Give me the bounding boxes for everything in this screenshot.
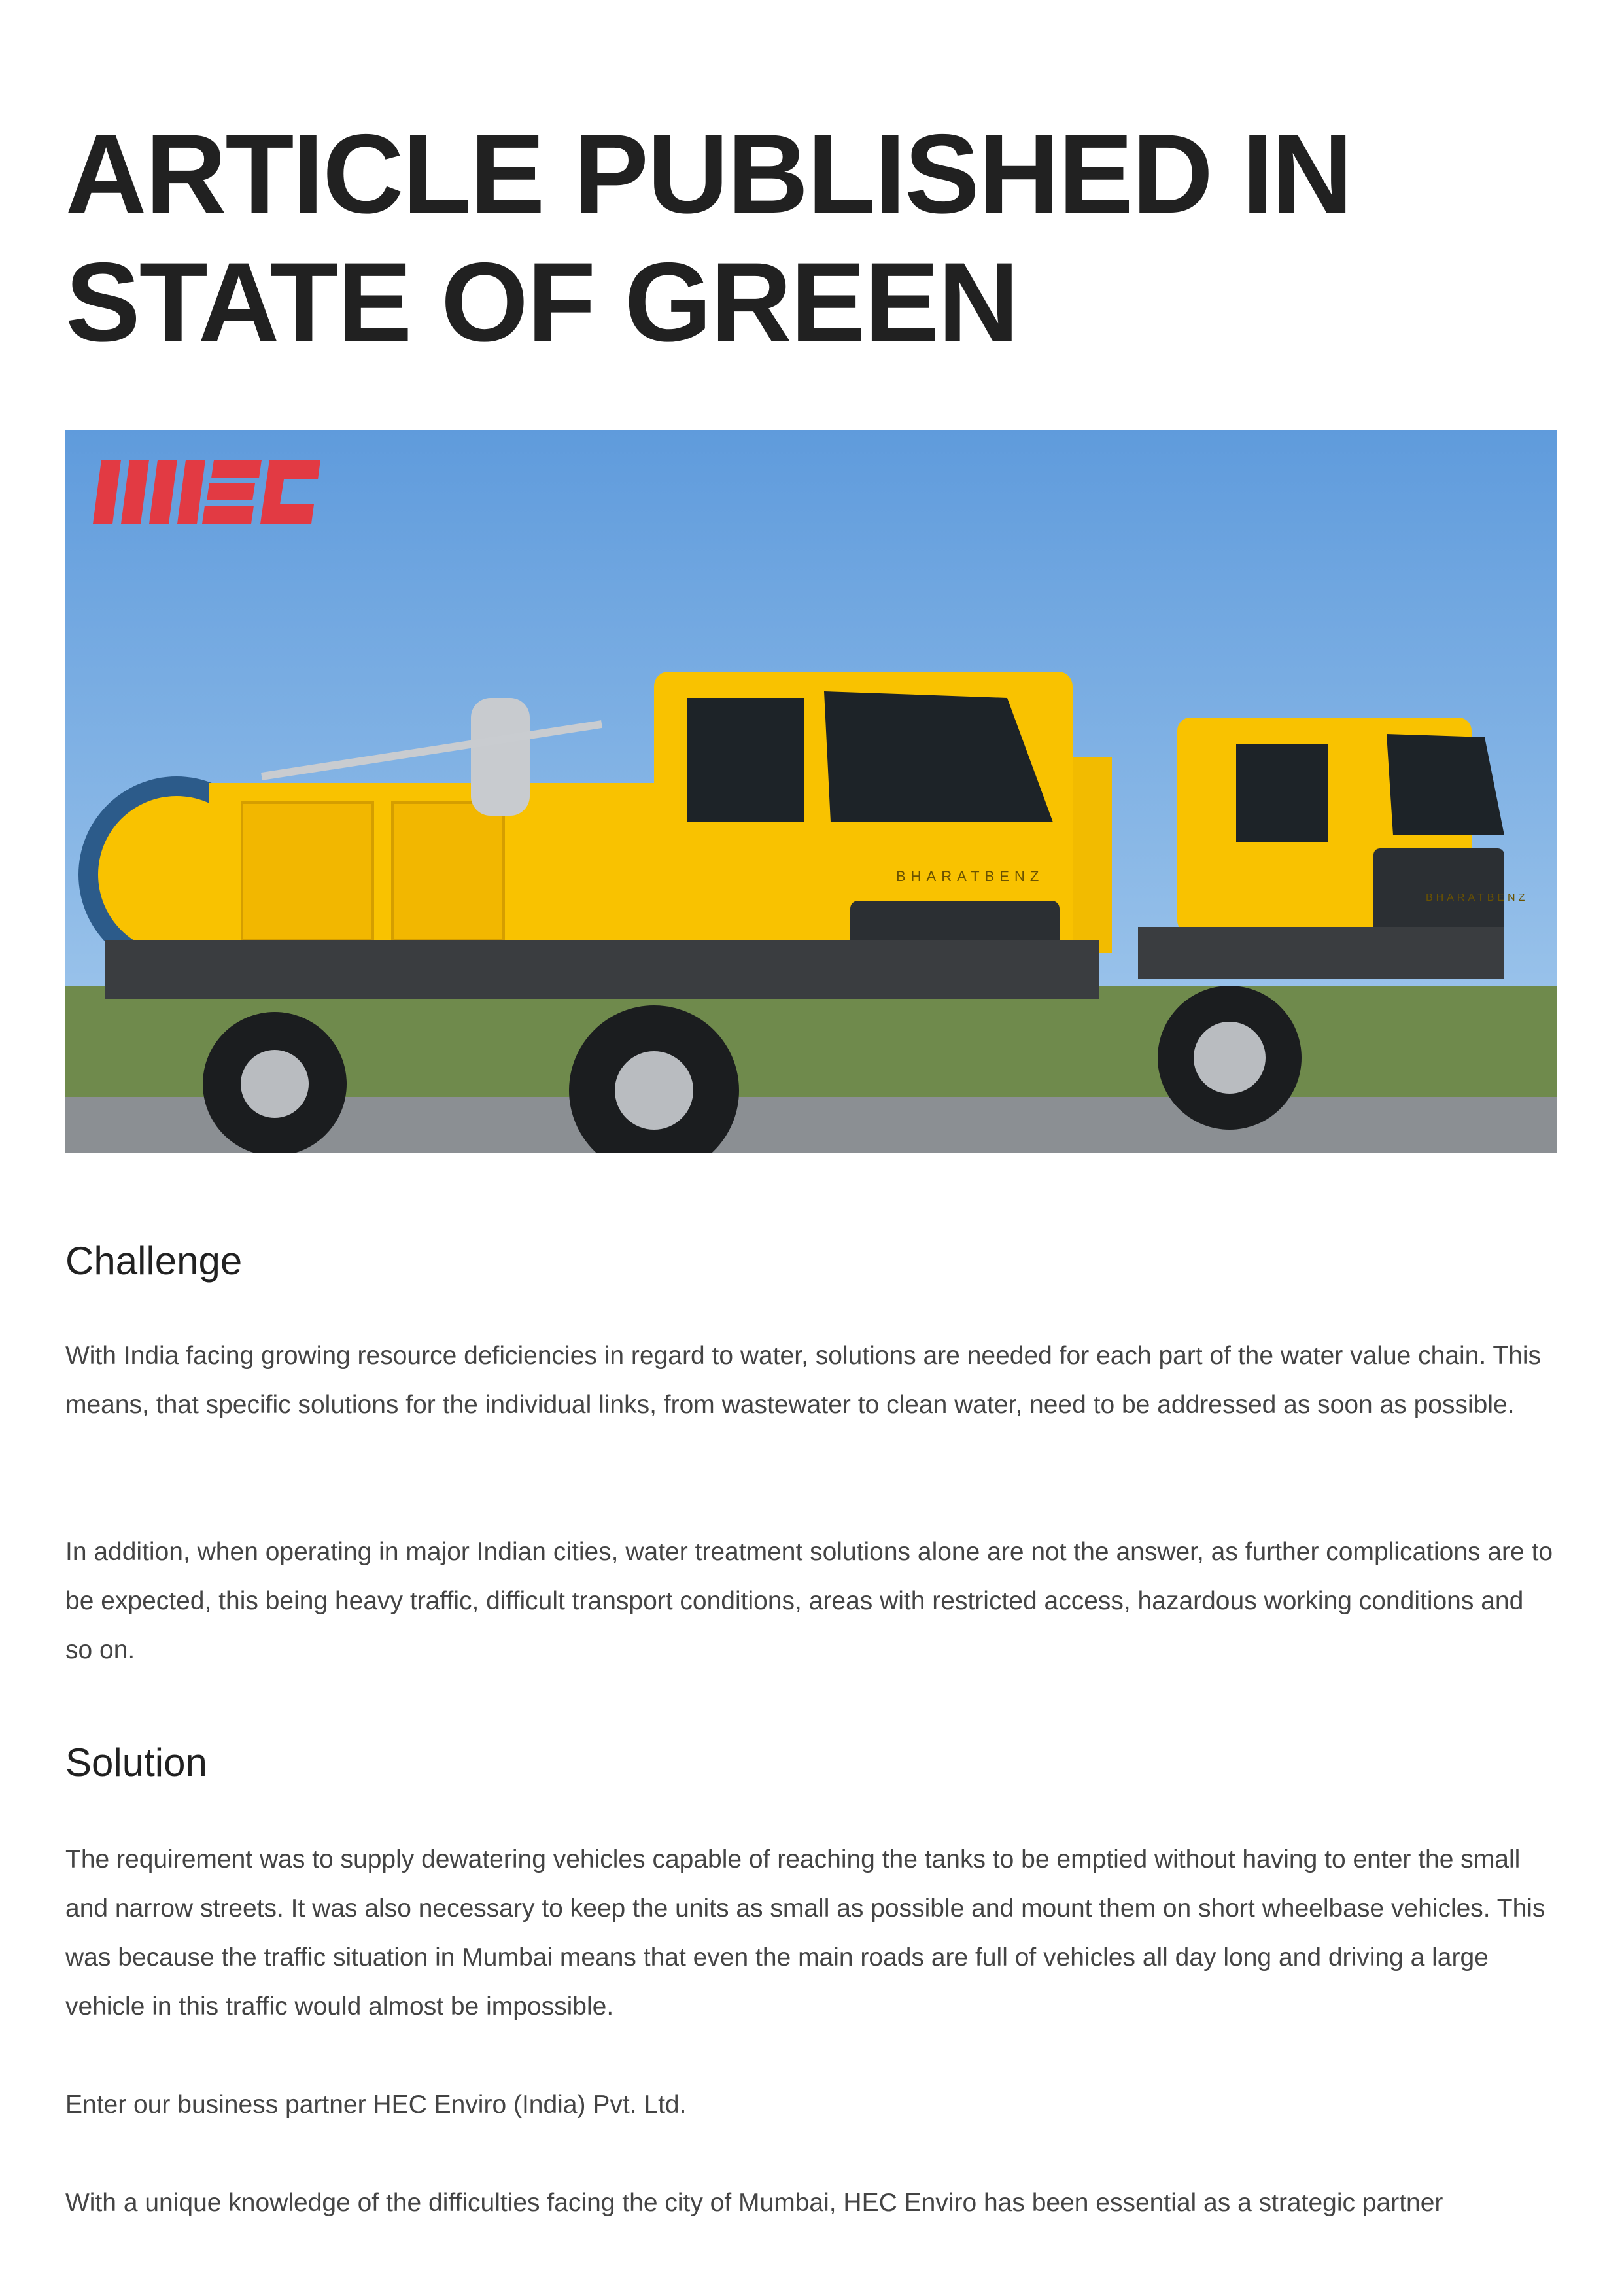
paragraph: In addition, when operating in major Indian cities, water treatment solutions alone are not the answer, as further complications are to be expected, this being heavy traffic, difficult transport conditions, areas with restricted access, hazardous working conditions and so on. [65,1538,1553,1664]
front-truck-brand: BHARATBENZ [896,868,1044,884]
truck-photo [65,430,1557,1153]
hero-image [65,430,1557,1153]
paragraph: Enter our business partner HEC Enviro (India) Pvt. Ltd. [65,2091,687,2119]
paragraph: With India facing growing resource deficiencies in regard to water, solutions are needed for each part of the water value chain. This means, that specific solutions for the individual links, from wastewater to clean water, need to be addressed as soon as possible. [65,1342,1542,1419]
paragraph: With a unique knowledge of the difficulties facing the city of Mumbai, HEC Enviro has been essential as a strategic partner [65,2189,1443,2217]
rear-truck-brand: BHARATBENZ [1426,892,1528,903]
section-heading-challenge: Challenge [65,1239,243,1283]
paragraph: The requirement was to supply dewatering vehicles capable of reaching the tanks to be emptied without having to enter the small and narrow streets. It was also necessary to keep the units as small as possible and mount them on short wheelbase vehicles. This was because the traffic situation in Mumbai means that even the main roads are full of vehicles all day long and driving a large vehicle in this traffic would almost be impossible. [65,1845,1545,2021]
article-title: ARTICLE PUBLISHED IN STATE OF GREEN [65,111,1352,365]
section-heading-solution: Solution [65,1741,207,1784]
